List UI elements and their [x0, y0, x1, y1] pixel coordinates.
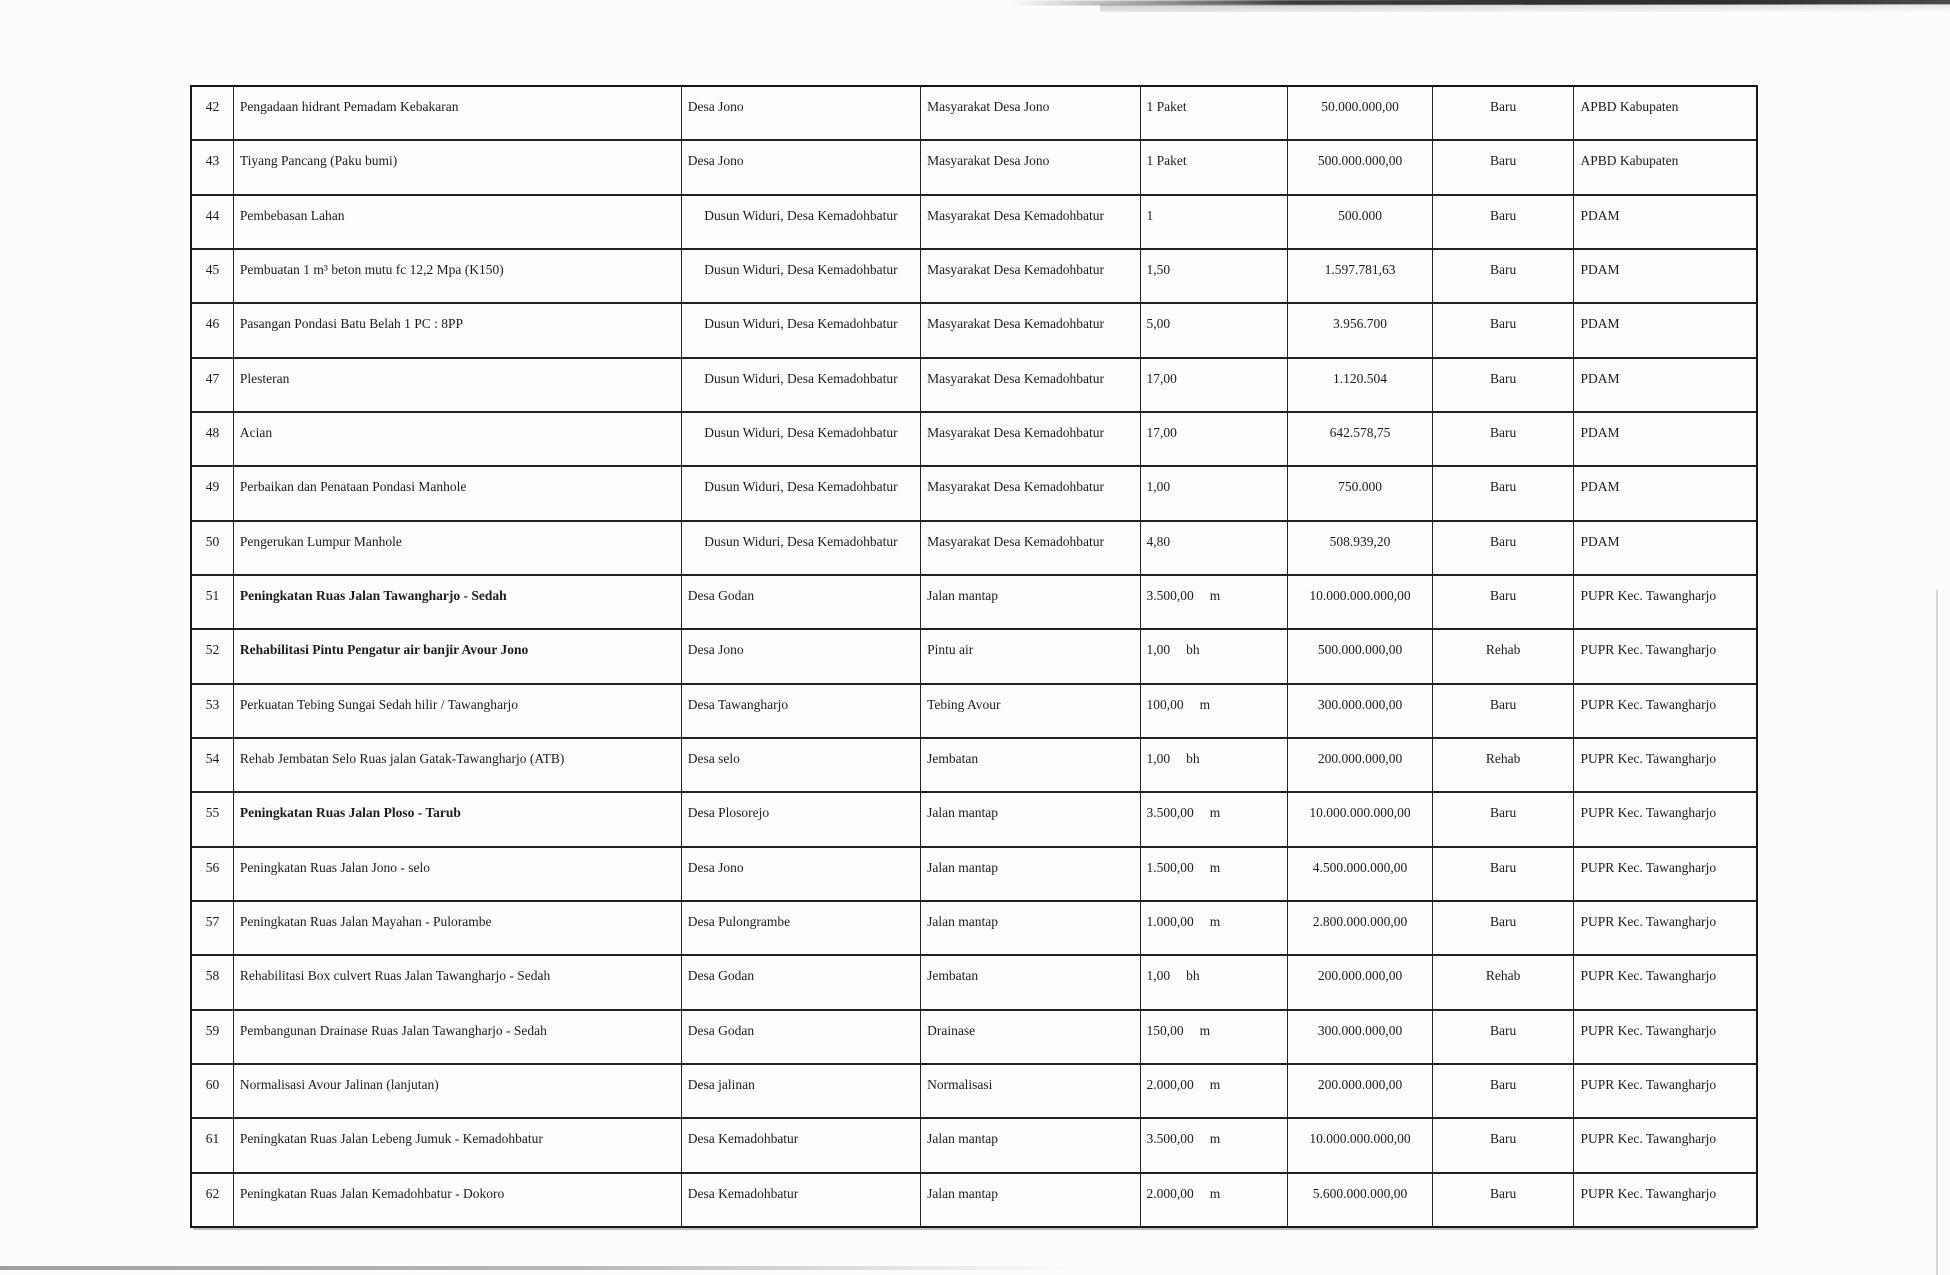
penerima-manfaat-cell: Masyarakat Desa Kemadohbatur	[920, 359, 1139, 411]
biaya-cell: 10.000.000.000,00	[1287, 1119, 1432, 1171]
biaya-cell: 200.000.000,00	[1287, 739, 1432, 791]
volume-value: 1,00	[1146, 968, 1171, 984]
volume-unit: m	[1209, 1076, 1221, 1092]
lokasi-cell: Desa Kemadohbatur	[681, 1119, 920, 1171]
volume-cell	[1140, 522, 1288, 574]
table-row	[192, 139, 1756, 193]
uraian-cell: Peningkatan Ruas Jalan Lebeng Jumuk - Kemadohbatur	[233, 1119, 681, 1171]
status-cell: Baru	[1432, 1174, 1574, 1226]
uraian-cell: Pengerukan Lumpur Manhole	[233, 522, 681, 574]
sumber-dana-cell: PDAM	[1573, 467, 1756, 519]
lokasi-cell: Dusun Widuri, Desa Kemadohbatur	[681, 359, 920, 411]
volume-value: 150,00	[1146, 1022, 1184, 1038]
penerima-manfaat-cell: Jalan mantap	[920, 902, 1139, 954]
volume-value: 3.500,00	[1146, 1131, 1194, 1147]
biaya-cell: 500.000.000,00	[1287, 630, 1432, 682]
volume-unit: bh	[1186, 642, 1200, 658]
penerima-manfaat-cell: Jalan mantap	[920, 793, 1139, 845]
penerima-manfaat-cell: Masyarakat Desa Kemadohbatur	[920, 196, 1139, 248]
sumber-dana-cell: PDAM	[1573, 522, 1756, 574]
uraian-cell: Tiyang Pancang (Paku bumi)	[233, 141, 681, 193]
volume-cell	[1140, 141, 1288, 193]
biaya-cell: 5.600.000.000,00	[1287, 1174, 1432, 1226]
lokasi-cell: Dusun Widuri, Desa Kemadohbatur	[681, 522, 920, 574]
row-number-cell: 60	[205, 1076, 220, 1092]
lokasi-cell: Dusun Widuri, Desa Kemadohbatur	[681, 304, 920, 356]
lokasi-cell: Dusun Widuri, Desa Kemadohbatur	[681, 413, 920, 465]
biaya-cell: 500.000	[1287, 196, 1432, 248]
status-cell: Baru	[1432, 467, 1574, 519]
table-row	[192, 1063, 1756, 1117]
status-cell: Baru	[1432, 304, 1574, 356]
lokasi-cell: Desa Kemadohbatur	[681, 1174, 920, 1226]
lokasi-cell: Desa Tawangharjo	[681, 685, 920, 737]
sumber-dana-cell: PUPR Kec. Tawangharjo	[1573, 956, 1756, 1008]
table-row	[192, 87, 1756, 139]
uraian-cell: Pembangunan Drainase Ruas Jalan Tawangharjo - Sedah	[233, 1011, 681, 1063]
row-number-cell: 57	[205, 913, 220, 929]
status-cell: Baru	[1432, 1119, 1574, 1171]
row-number-cell: 46	[205, 316, 220, 332]
uraian-cell: Rehab Jembatan Selo Ruas jalan Gatak-Tawangharjo (ATB)	[233, 739, 681, 791]
volume-value: 17,00	[1146, 425, 1177, 441]
biaya-cell: 750.000	[1287, 467, 1432, 519]
table-row	[192, 683, 1756, 737]
uraian-cell: Peningkatan Ruas Jalan Jono - selo	[233, 848, 681, 900]
status-cell: Baru	[1432, 685, 1574, 737]
table-row	[192, 1117, 1756, 1171]
volume-cell	[1140, 739, 1288, 791]
lokasi-cell: Desa Godan	[681, 1011, 920, 1063]
table-row	[192, 302, 1756, 356]
volume-cell	[1140, 87, 1288, 139]
sumber-dana-cell: PUPR Kec. Tawangharjo	[1573, 793, 1756, 845]
uraian-cell: Peningkatan Ruas Jalan Kemadohbatur - Dokoro	[233, 1174, 681, 1226]
volume-cell	[1140, 793, 1288, 845]
biaya-cell: 4.500.000.000,00	[1287, 848, 1432, 900]
sumber-dana-cell: PDAM	[1573, 250, 1756, 302]
uraian-cell: Normalisasi Avour Jalinan (lanjutan)	[233, 1065, 681, 1117]
volume-cell	[1140, 685, 1288, 737]
projects-table	[190, 85, 1758, 1228]
row-number-cell: 44	[205, 207, 220, 223]
table-row	[192, 520, 1756, 574]
penerima-manfaat-cell: Masyarakat Desa Kemadohbatur	[920, 304, 1139, 356]
biaya-cell: 300.000.000,00	[1287, 685, 1432, 737]
table-row	[192, 411, 1756, 465]
lokasi-cell: Desa Jono	[681, 87, 920, 139]
penerima-manfaat-cell: Masyarakat Desa Jono	[920, 141, 1139, 193]
row-number-cell: 62	[205, 1185, 220, 1201]
row-number-cell: 47	[205, 370, 220, 386]
volume-cell	[1140, 467, 1288, 519]
volume-cell	[1140, 576, 1288, 628]
volume-cell	[1140, 1065, 1288, 1117]
table-row	[192, 900, 1756, 954]
volume-cell	[1140, 359, 1288, 411]
lokasi-cell: Desa Godan	[681, 956, 920, 1008]
status-cell: Baru	[1432, 793, 1574, 845]
table-row	[192, 1172, 1756, 1226]
status-cell: Baru	[1432, 1011, 1574, 1063]
status-cell: Baru	[1432, 576, 1574, 628]
lokasi-cell: Desa selo	[681, 739, 920, 791]
sumber-dana-cell: PUPR Kec. Tawangharjo	[1573, 1011, 1756, 1063]
volume-value: 1,00	[1146, 642, 1171, 658]
row-number-cell: 52	[205, 642, 220, 658]
biaya-cell: 10.000.000.000,00	[1287, 793, 1432, 845]
volume-cell	[1140, 1174, 1288, 1226]
volume-unit: m	[1209, 805, 1221, 821]
biaya-cell: 50.000.000,00	[1287, 87, 1432, 139]
volume-cell	[1140, 630, 1288, 682]
uraian-cell: Rehabilitasi Pintu Pengatur air banjir Avour Jono	[233, 630, 681, 682]
volume-value: 100,00	[1146, 696, 1184, 712]
row-number-cell: 42	[205, 99, 220, 115]
status-cell: Baru	[1432, 87, 1574, 139]
sumber-dana-cell: PDAM	[1573, 359, 1756, 411]
scan-artifact-top-streak	[1100, 4, 1950, 12]
row-number-cell: 49	[205, 479, 220, 495]
status-cell: Baru	[1432, 196, 1574, 248]
biaya-cell: 642.578,75	[1287, 413, 1432, 465]
volume-cell	[1140, 1011, 1288, 1063]
lokasi-cell: Desa Godan	[681, 576, 920, 628]
biaya-cell: 508.939,20	[1287, 522, 1432, 574]
volume-cell	[1140, 413, 1288, 465]
biaya-cell: 200.000.000,00	[1287, 956, 1432, 1008]
volume-cell	[1140, 196, 1288, 248]
volume-value: 3.500,00	[1146, 805, 1194, 821]
lokasi-cell: Desa Jono	[681, 848, 920, 900]
penerima-manfaat-cell: Jalan mantap	[920, 1119, 1139, 1171]
scan-artifact-right-streak	[1936, 590, 1938, 1275]
volume-value: 1.500,00	[1146, 859, 1194, 875]
sumber-dana-cell: PUPR Kec. Tawangharjo	[1573, 1119, 1756, 1171]
volume-value: 1	[1146, 207, 1154, 223]
uraian-cell: Pengadaan hidrant Pemadam Kebakaran	[233, 87, 681, 139]
lokasi-cell: Desa Pulongrambe	[681, 902, 920, 954]
row-number-cell: 45	[205, 262, 220, 278]
sumber-dana-cell: PDAM	[1573, 196, 1756, 248]
volume-value: 1.000,00	[1146, 913, 1194, 929]
sumber-dana-cell: PUPR Kec. Tawangharjo	[1573, 576, 1756, 628]
table-row	[192, 628, 1756, 682]
table-row	[192, 574, 1756, 628]
sumber-dana-cell: PUPR Kec. Tawangharjo	[1573, 848, 1756, 900]
status-cell: Baru	[1432, 250, 1574, 302]
row-number-cell: 53	[205, 696, 220, 712]
biaya-cell: 500.000.000,00	[1287, 141, 1432, 193]
volume-cell	[1140, 304, 1288, 356]
biaya-cell: 3.956.700	[1287, 304, 1432, 356]
penerima-manfaat-cell: Jembatan	[920, 956, 1139, 1008]
penerima-manfaat-cell: Tebing Avour	[920, 685, 1139, 737]
table-row	[192, 737, 1756, 791]
sumber-dana-cell: PUPR Kec. Tawangharjo	[1573, 1065, 1756, 1117]
status-cell: Rehab	[1432, 956, 1574, 1008]
status-cell: Baru	[1432, 1065, 1574, 1117]
status-cell: Baru	[1432, 848, 1574, 900]
table-row	[192, 954, 1756, 1008]
penerima-manfaat-cell: Jalan mantap	[920, 1174, 1139, 1226]
row-number-cell: 51	[205, 588, 220, 604]
penerima-manfaat-cell: Drainase	[920, 1011, 1139, 1063]
penerima-manfaat-cell: Masyarakat Desa Kemadohbatur	[920, 250, 1139, 302]
volume-unit: m	[1209, 913, 1221, 929]
sumber-dana-cell: APBD Kabupaten	[1573, 141, 1756, 193]
status-cell: Baru	[1432, 522, 1574, 574]
penerima-manfaat-cell: Jembatan	[920, 739, 1139, 791]
penerima-manfaat-cell: Masyarakat Desa Jono	[920, 87, 1139, 139]
uraian-cell: Pembuatan 1 m³ beton mutu fc 12,2 Mpa (K150)	[233, 250, 681, 302]
volume-unit: bh	[1186, 968, 1200, 984]
row-number-cell: 59	[205, 1022, 220, 1038]
uraian-cell: Perkuatan Tebing Sungai Sedah hilir / Tawangharjo	[233, 685, 681, 737]
uraian-cell: Peningkatan Ruas Jalan Tawangharjo - Sedah	[233, 576, 681, 628]
penerima-manfaat-cell: Normalisasi	[920, 1065, 1139, 1117]
table-row	[192, 791, 1756, 845]
volume-value: 4,80	[1146, 533, 1171, 549]
biaya-cell: 300.000.000,00	[1287, 1011, 1432, 1063]
penerima-manfaat-cell: Jalan mantap	[920, 576, 1139, 628]
volume-cell	[1140, 250, 1288, 302]
uraian-cell: Plesteran	[233, 359, 681, 411]
scan-artifact-bottom-edge	[0, 1266, 1075, 1270]
volume-value: 1 Paket	[1146, 99, 1187, 115]
lokasi-cell: Dusun Widuri, Desa Kemadohbatur	[681, 250, 920, 302]
lokasi-cell: Desa Jono	[681, 630, 920, 682]
status-cell: Baru	[1432, 359, 1574, 411]
row-number-cell: 55	[205, 805, 220, 821]
volume-value: 17,00	[1146, 370, 1177, 386]
volume-cell	[1140, 956, 1288, 1008]
status-cell: Baru	[1432, 413, 1574, 465]
lokasi-cell: Desa Jono	[681, 141, 920, 193]
status-cell: Rehab	[1432, 630, 1574, 682]
status-cell: Baru	[1432, 902, 1574, 954]
table-row	[192, 194, 1756, 248]
volume-value: 2.000,00	[1146, 1076, 1194, 1092]
penerima-manfaat-cell: Jalan mantap	[920, 848, 1139, 900]
volume-unit: m	[1199, 696, 1211, 712]
uraian-cell: Pasangan Pondasi Batu Belah 1 PC : 8PP	[233, 304, 681, 356]
status-cell: Rehab	[1432, 739, 1574, 791]
sumber-dana-cell: PUPR Kec. Tawangharjo	[1573, 739, 1756, 791]
sumber-dana-cell: PDAM	[1573, 413, 1756, 465]
uraian-cell: Peningkatan Ruas Jalan Ploso - Tarub	[233, 793, 681, 845]
row-number-cell: 56	[205, 859, 220, 875]
volume-cell	[1140, 902, 1288, 954]
uraian-cell: Perbaikan dan Penataan Pondasi Manhole	[233, 467, 681, 519]
volume-value: 5,00	[1146, 316, 1171, 332]
row-number-cell: 43	[205, 153, 220, 169]
uraian-cell: Acian	[233, 413, 681, 465]
uraian-cell: Rehabilitasi Box culvert Ruas Jalan Tawangharjo - Sedah	[233, 956, 681, 1008]
row-number-cell: 48	[205, 425, 220, 441]
penerima-manfaat-cell: Pintu air	[920, 630, 1139, 682]
biaya-cell: 10.000.000.000,00	[1287, 576, 1432, 628]
table-row	[192, 846, 1756, 900]
lokasi-cell: Desa Plosorejo	[681, 793, 920, 845]
status-cell: Baru	[1432, 141, 1574, 193]
sumber-dana-cell: PUPR Kec. Tawangharjo	[1573, 902, 1756, 954]
uraian-cell: Pembebasan Lahan	[233, 196, 681, 248]
volume-cell	[1140, 848, 1288, 900]
volume-value: 1 Paket	[1146, 153, 1187, 169]
row-number-cell: 61	[205, 1131, 220, 1147]
sumber-dana-cell: PUPR Kec. Tawangharjo	[1573, 685, 1756, 737]
table-row	[192, 248, 1756, 302]
sumber-dana-cell: PUPR Kec. Tawangharjo	[1573, 1174, 1756, 1226]
biaya-cell: 200.000.000,00	[1287, 1065, 1432, 1117]
lokasi-cell: Desa jalinan	[681, 1065, 920, 1117]
table-row	[192, 357, 1756, 411]
volume-value: 1,00	[1146, 479, 1171, 495]
volume-unit: bh	[1186, 751, 1200, 766]
volume-unit: m	[1209, 588, 1221, 604]
sumber-dana-cell: APBD Kabupaten	[1573, 87, 1756, 139]
table-row	[192, 1009, 1756, 1063]
row-number-cell: 50	[205, 533, 220, 549]
volume-cell	[1140, 1119, 1288, 1171]
row-number-cell: 58	[205, 968, 220, 984]
sumber-dana-cell: PUPR Kec. Tawangharjo	[1573, 630, 1756, 682]
biaya-cell: 2.800.000.000,00	[1287, 902, 1432, 954]
volume-value: 1,50	[1146, 262, 1171, 278]
penerima-manfaat-cell: Masyarakat Desa Kemadohbatur	[920, 413, 1139, 465]
table-row	[192, 465, 1756, 519]
uraian-cell: Peningkatan Ruas Jalan Mayahan - Pulorambe	[233, 902, 681, 954]
lokasi-cell: Dusun Widuri, Desa Kemadohbatur	[681, 196, 920, 248]
lokasi-cell: Dusun Widuri, Desa Kemadohbatur	[681, 467, 920, 519]
volume-value: 2.000,00	[1146, 1185, 1194, 1201]
row-number-cell: 54	[205, 751, 220, 766]
volume-unit: m	[1199, 1022, 1211, 1038]
volume-value: 3.500,00	[1146, 588, 1194, 604]
penerima-manfaat-cell: Masyarakat Desa Kemadohbatur	[920, 522, 1139, 574]
sumber-dana-cell: PDAM	[1573, 304, 1756, 356]
volume-value: 1,00	[1146, 751, 1171, 766]
volume-unit: m	[1209, 1131, 1221, 1147]
penerima-manfaat-cell: Masyarakat Desa Kemadohbatur	[920, 467, 1139, 519]
volume-unit: m	[1209, 859, 1221, 875]
biaya-cell: 1.120.504	[1287, 359, 1432, 411]
biaya-cell: 1.597.781,63	[1287, 250, 1432, 302]
volume-unit: m	[1209, 1185, 1221, 1201]
